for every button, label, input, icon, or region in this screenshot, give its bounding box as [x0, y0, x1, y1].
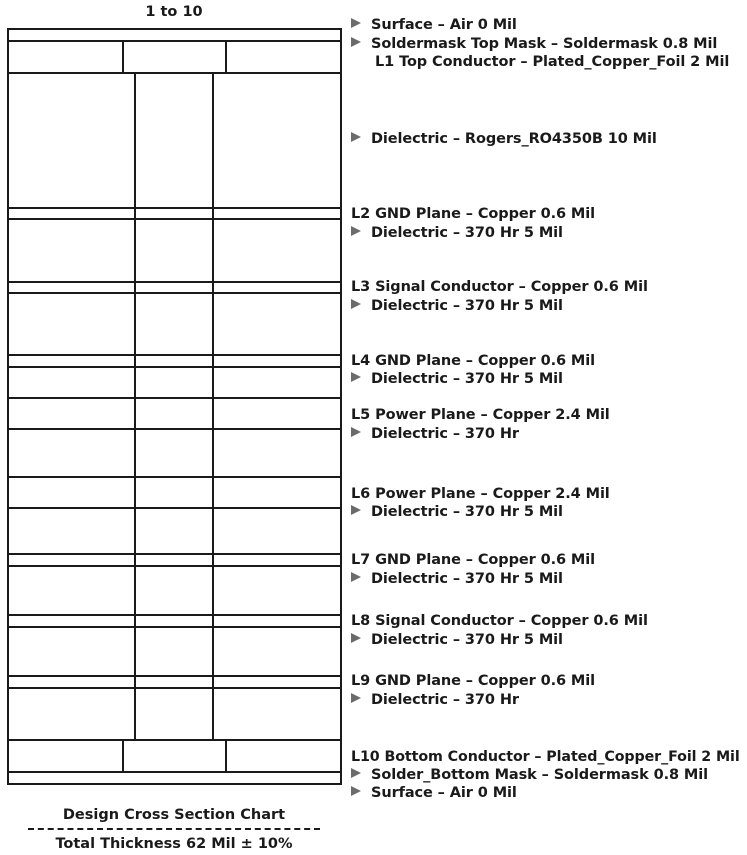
layer-label — [351, 748, 740, 766]
stackup-header: 1 to 10 — [145, 4, 203, 20]
layer-label — [351, 16, 517, 34]
layer-label-text: L4 GND Plane – Copper 0.6 Mil — [351, 353, 595, 369]
layer-label-text: Dielectric – 370 Hr 5 Mil — [371, 371, 563, 387]
layer-label-text: L10 Bottom Conductor – Plated_Copper_Foil 2 Mil — [351, 749, 740, 765]
layer-label-text: Dielectric – Rogers_RO4350B 10 Mil — [371, 131, 657, 147]
layer-label-text: Dielectric – 370 Hr — [371, 426, 519, 442]
layer-label — [351, 205, 595, 223]
total-thickness: Total Thickness 62 Mil ± 10% — [55, 836, 293, 852]
layer-label — [351, 485, 610, 503]
layer-label — [351, 130, 657, 148]
pointer-arrow-icon — [351, 372, 361, 382]
layer-label — [351, 766, 708, 784]
layer-label — [351, 672, 595, 690]
layer-label-text: Dielectric – 370 Hr 5 Mil — [371, 225, 563, 241]
layer-label — [351, 691, 519, 709]
stackup-diagram — [0, 0, 348, 790]
layer-label — [351, 570, 563, 588]
layer-label — [351, 784, 517, 802]
layer-label-text: L7 GND Plane – Copper 0.6 Mil — [351, 552, 595, 568]
pointer-arrow-icon — [351, 299, 361, 309]
pointer-arrow-icon — [351, 132, 361, 142]
layer-label — [351, 352, 595, 370]
layer-label-text: Dielectric – 370 Hr 5 Mil — [371, 298, 563, 314]
layer-label-text: Surface – Air 0 Mil — [371, 17, 517, 33]
layer-label — [351, 278, 648, 296]
layer-label-text: L8 Signal Conductor – Copper 0.6 Mil — [351, 613, 648, 629]
pointer-arrow-icon — [351, 505, 361, 515]
layer-label-text: L2 GND Plane – Copper 0.6 Mil — [351, 206, 595, 222]
pointer-arrow-icon — [351, 37, 361, 47]
pointer-arrow-icon — [351, 786, 361, 796]
layer-label — [351, 425, 519, 443]
pointer-arrow-icon — [351, 226, 361, 236]
pointer-arrow-icon — [351, 768, 361, 778]
pointer-arrow-icon — [351, 18, 361, 28]
layer-label — [375, 53, 729, 71]
pointer-arrow-icon — [351, 693, 361, 703]
layer-label-text: Dielectric – 370 Hr 5 Mil — [371, 632, 563, 648]
chart-title: Design Cross Section Chart — [62, 807, 286, 823]
layer-label-text: L6 Power Plane – Copper 2.4 Mil — [351, 486, 610, 502]
layer-label — [351, 297, 563, 315]
layer-label-text: Dielectric – 370 Hr — [371, 692, 519, 708]
pointer-arrow-icon — [351, 633, 361, 643]
layer-label-text: Solder_Bottom Mask – Soldermask 0.8 Mil — [371, 767, 708, 783]
layer-label — [351, 35, 717, 53]
layer-label-text: L1 Top Conductor – Plated_Copper_Foil 2 Mil — [375, 54, 730, 70]
pointer-arrow-icon — [351, 427, 361, 437]
layer-label-text: Soldermask Top Mask – Soldermask 0.8 Mil — [371, 36, 718, 52]
layer-label-text: L5 Power Plane – Copper 2.4 Mil — [351, 407, 610, 423]
layer-label-text: Dielectric – 370 Hr 5 Mil — [371, 571, 563, 587]
layer-label — [351, 551, 595, 569]
pointer-arrow-icon — [351, 572, 361, 582]
layer-label — [351, 224, 563, 242]
layer-label-text: L9 GND Plane – Copper 0.6 Mil — [351, 673, 595, 689]
layer-label-text: L3 Signal Conductor – Copper 0.6 Mil — [351, 279, 648, 295]
layer-label-text: Surface – Air 0 Mil — [371, 785, 517, 801]
layer-label — [351, 612, 648, 630]
layer-label — [351, 503, 563, 521]
layer-label — [351, 370, 563, 388]
layer-label — [351, 631, 563, 649]
layer-label — [351, 406, 610, 424]
stackup-outline — [8, 29, 341, 784]
dashed-separator — [28, 828, 320, 830]
layer-label-text: Dielectric – 370 Hr 5 Mil — [371, 504, 563, 520]
